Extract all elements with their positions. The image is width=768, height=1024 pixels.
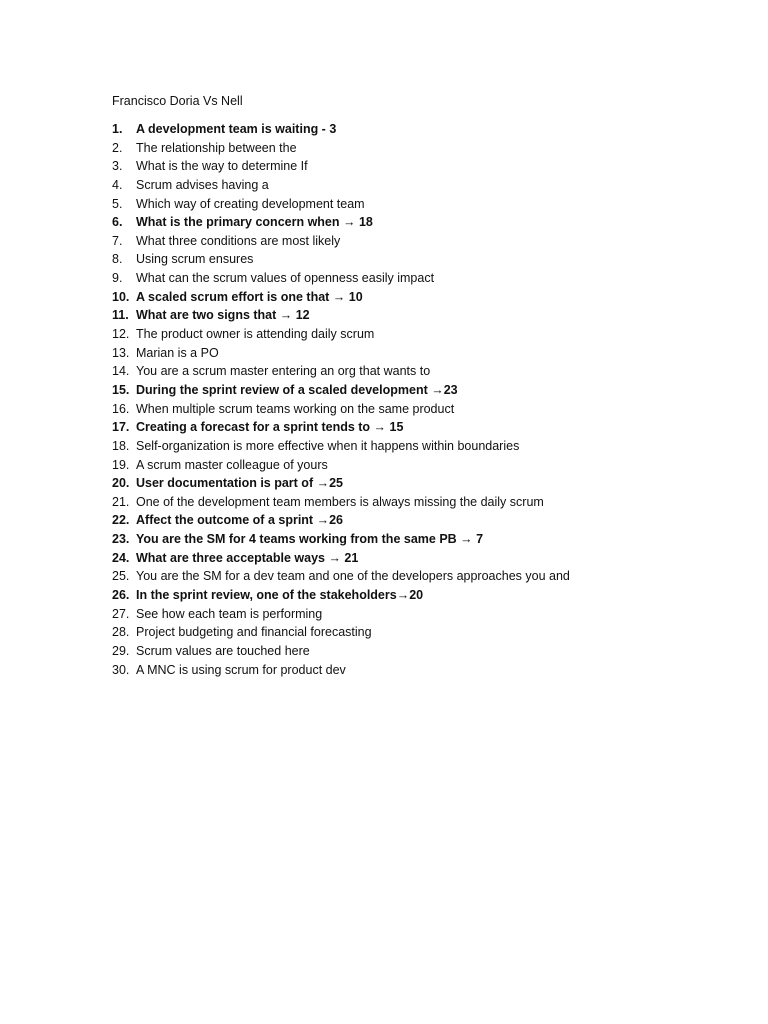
list-item (112, 195, 570, 214)
item-number: 23. (112, 532, 130, 547)
list-item (112, 530, 570, 549)
item-text: A development team is waiting - 3 (136, 122, 337, 136)
list-item (112, 586, 570, 605)
list-item (112, 139, 570, 158)
list-item (112, 250, 570, 269)
item-number: 4. (112, 177, 123, 192)
item-number: 6. (112, 215, 123, 230)
list-item (112, 605, 570, 624)
list-item (112, 400, 570, 419)
item-text: When multiple scrum teams working on the same product (136, 401, 455, 416)
list-item (112, 381, 570, 400)
list-item (112, 549, 570, 568)
item-text: A scaled scrum effort is one that → 10 (136, 289, 363, 304)
item-text: What can the scrum values of openness easily impact (136, 271, 435, 286)
document-title: Francisco Doria Vs Nell (112, 94, 243, 108)
item-text: Scrum advises having a (136, 177, 269, 192)
list-item (112, 120, 570, 139)
question-list (112, 120, 570, 679)
item-text: See how each team is performing (136, 606, 323, 621)
item-number: 15. (112, 382, 130, 397)
item-number: 26. (112, 588, 130, 603)
list-item (112, 232, 570, 251)
item-text: Scrum values are touched here (136, 643, 310, 658)
item-text: You are the SM for 4 teams working from the same PB → 7 (136, 532, 484, 547)
item-number: 30. (112, 662, 130, 677)
item-text: During the sprint review of a scaled development →23 (136, 382, 458, 397)
item-number: 29. (112, 643, 130, 658)
item-number: 22. (112, 513, 130, 528)
list-item (112, 176, 570, 195)
list-item (112, 456, 570, 475)
item-text: What three conditions are most likely (136, 233, 341, 248)
item-number: 14. (112, 364, 130, 379)
item-text: Marian is a PO (136, 345, 219, 360)
item-text: The relationship between the (136, 140, 297, 155)
item-number: 5. (112, 196, 123, 211)
item-number: 12. (112, 327, 130, 342)
list-item (112, 623, 570, 642)
item-number: 25. (112, 569, 130, 584)
item-number: 3. (112, 159, 123, 174)
list-item (112, 325, 570, 344)
item-text: What is the primary concern when → 18 (136, 215, 373, 230)
item-number: 1. (112, 122, 123, 136)
list-item (112, 269, 570, 288)
list-item (112, 213, 570, 232)
item-number: 20. (112, 476, 130, 491)
item-number: 28. (112, 625, 130, 640)
item-number: 27. (112, 606, 130, 621)
item-number: 9. (112, 271, 123, 286)
item-text: A MNC is using scrum for product dev (136, 662, 346, 677)
item-text: A scrum master colleague of yours (136, 457, 328, 472)
list-item (112, 157, 570, 176)
item-number: 19. (112, 457, 130, 472)
list-item (112, 642, 570, 661)
item-number: 21. (112, 494, 130, 509)
list-item (112, 567, 570, 586)
item-text: Affect the outcome of a sprint →26 (136, 513, 343, 528)
item-text: One of the development team members is always missing the daily scrum (136, 494, 544, 509)
item-number: 8. (112, 252, 123, 267)
list-item (112, 474, 570, 493)
list-item (112, 493, 570, 512)
item-text: What is the way to determine If (136, 159, 308, 174)
item-text: What are two signs that → 12 (136, 308, 310, 323)
list-item (112, 306, 570, 325)
list-item (112, 362, 570, 381)
item-text: You are a scrum master entering an org that wants to (136, 364, 431, 379)
list-item (112, 511, 570, 530)
item-text: User documentation is part of →25 (136, 476, 343, 491)
item-number: 18. (112, 438, 130, 453)
item-text: Creating a forecast for a sprint tends to → 15 (136, 420, 404, 435)
item-text: Which way of creating development team (136, 196, 365, 211)
item-text: Using scrum ensures (136, 252, 254, 267)
list-item (112, 437, 570, 456)
item-number: 16. (112, 401, 130, 416)
item-number: 17. (112, 420, 130, 435)
item-number: 11. (112, 308, 129, 323)
item-text: Project budgeting and financial forecasting (136, 625, 372, 640)
item-number: 2. (112, 140, 123, 155)
item-number: 10. (112, 289, 130, 304)
item-number: 24. (112, 550, 130, 565)
list-item (112, 344, 570, 363)
item-text: The product owner is attending daily scrum (136, 327, 375, 342)
list-item (112, 661, 570, 680)
item-text: Self-organization is more effective when it happens within boundaries (136, 438, 520, 453)
item-text: What are three acceptable ways → 21 (136, 550, 359, 565)
item-number: 7. (112, 233, 123, 248)
item-number: 13. (112, 345, 130, 360)
list-item (112, 418, 570, 437)
item-text: You are the SM for a dev team and one of the developers approaches you and (136, 569, 570, 584)
list-item (112, 288, 570, 307)
item-text: In the sprint review, one of the stakeholders→20 (136, 588, 424, 603)
